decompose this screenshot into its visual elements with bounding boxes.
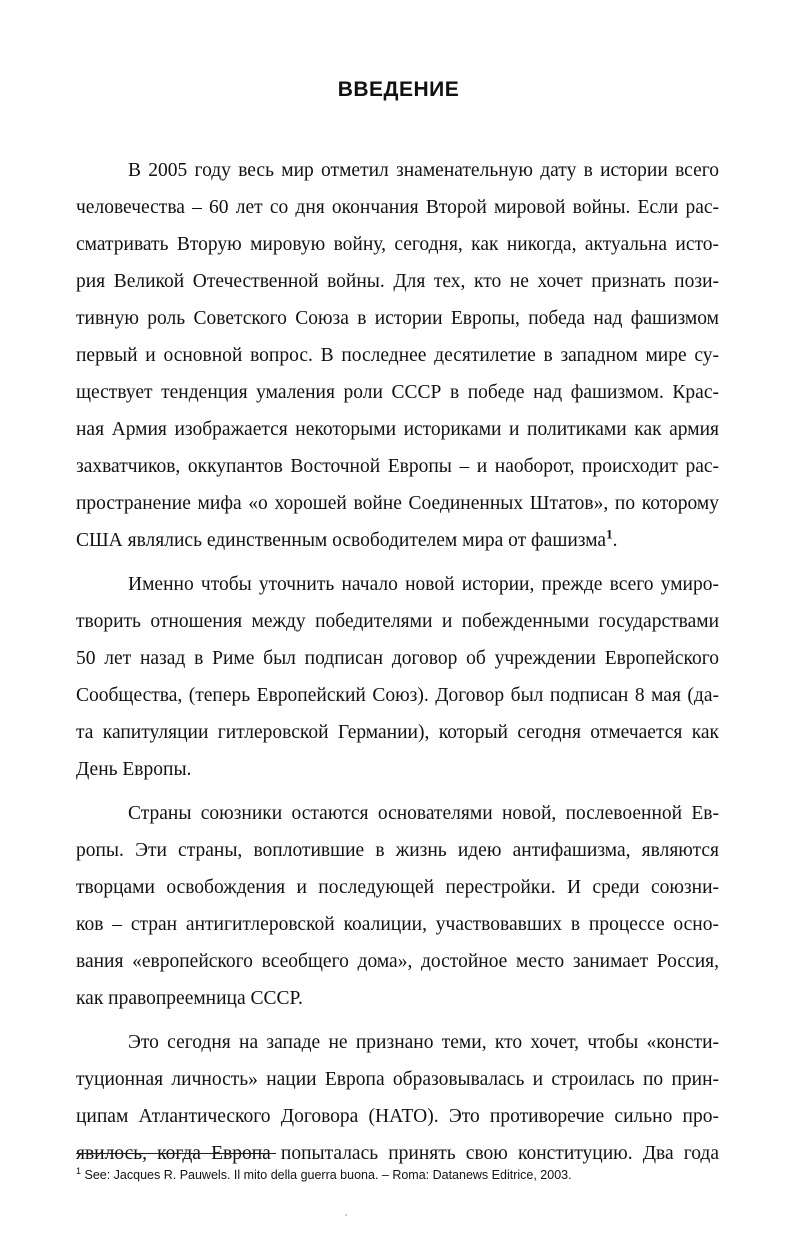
text-line: ропы. Эти страны, воплотившие в жизнь идею антифашизма, являются	[76, 840, 719, 861]
body-text	[76, 152, 719, 1172]
paragraph-3	[76, 795, 719, 1017]
text-line: вания «европейского всеобщего дома», достойное место занимает Россия,	[76, 951, 719, 972]
text-line: ществует тенденция умаления роли СССР в победе над фашизмом. Крас-	[76, 382, 719, 403]
text-line: ципам Атлантического Договора (НАТО). Это противоречие сильно про-	[76, 1106, 719, 1127]
text-line: 50 лет назад в Риме был подписан договор об учреждении Европейского	[76, 648, 719, 669]
paragraph-2	[76, 566, 719, 788]
text-line: пространение мифа «о хорошей войне Соединенных Штатов», по которому	[76, 493, 719, 514]
text-line: Сообщества, (теперь Европейский Союз). Договор был подписан 8 мая (да-	[76, 685, 719, 706]
text-line: творцами освобождения и последующей перестройки. И среди союзни-	[76, 877, 719, 898]
text-line: как правопреемница СССР.	[76, 988, 303, 1009]
paragraph-gap	[76, 1017, 719, 1024]
text-line: Именно чтобы уточнить начало новой истории, прежде всего умиро-	[128, 574, 719, 595]
scan-speck	[345, 1214, 347, 1216]
text-line: сматривать Вторую мировую войну, сегодня, как никогда, актуальна исто-	[76, 234, 719, 255]
paragraph-1	[76, 152, 719, 559]
text-line-content: США являлись единственным освободителем мира от фашизма	[76, 530, 607, 551]
text-line: рия Великой Отечественной войны. Для тех, кто не хочет признать пози-	[76, 271, 719, 292]
paragraph-4	[76, 1024, 719, 1172]
text-line: человечества – 60 лет со дня окончания Второй мировой войны. Если рас-	[76, 197, 719, 218]
text-line: День Европы.	[76, 759, 192, 780]
text-line: ков – стран антигитлеровской коалиции, участвовавших в процессе осно-	[76, 914, 719, 935]
text-line: захватчиков, оккупантов Восточной Европы – и наоборот, происходит рас-	[76, 456, 719, 477]
footnote-text: See: Jacques R. Pauwels. Il mito della guerra buona. – Roma: Datanews Editrice, 2003.	[84, 1168, 572, 1182]
paragraph-gap	[76, 559, 719, 566]
text-line: ная Армия изображается некоторыми историками и политиками как армия	[76, 419, 719, 440]
footnote-number: 1	[76, 1165, 82, 1176]
footnote-divider	[76, 1153, 276, 1154]
text-line: та капитуляции гитлеровской Германии), который сегодня отмечается как	[76, 722, 719, 743]
text-line	[76, 522, 719, 559]
footnote-reference[interactable]: 1	[606, 526, 613, 542]
footnote	[76, 1167, 716, 1183]
text-line: В 2005 году весь мир отметил знаменательную дату в истории всего	[128, 160, 719, 181]
paragraph-gap	[76, 788, 719, 795]
text-line: тивную роль Советского Союза в истории Европы, победа над фашизмом	[76, 308, 719, 329]
text-line: Это сегодня на западе не признано теми, кто хочет, чтобы «консти-	[128, 1032, 719, 1053]
text-line: явилось, когда Европа попыталась принять свою конституцию. Два года	[76, 1143, 719, 1164]
text-line: первый и основной вопрос. В последнее десятилетие в западном мире су-	[76, 345, 719, 366]
page-title: ВВЕДЕНИЕ	[337, 78, 460, 101]
text-line: творить отношения между победителями и побежденными государствами	[76, 611, 719, 632]
sentence-end: .	[612, 530, 618, 551]
text-line: Страны союзники остаются основателями новой, послевоенной Ев-	[128, 803, 719, 824]
text-line: туционная личность» нации Европа образовывалась и строилась по прин-	[76, 1069, 719, 1090]
